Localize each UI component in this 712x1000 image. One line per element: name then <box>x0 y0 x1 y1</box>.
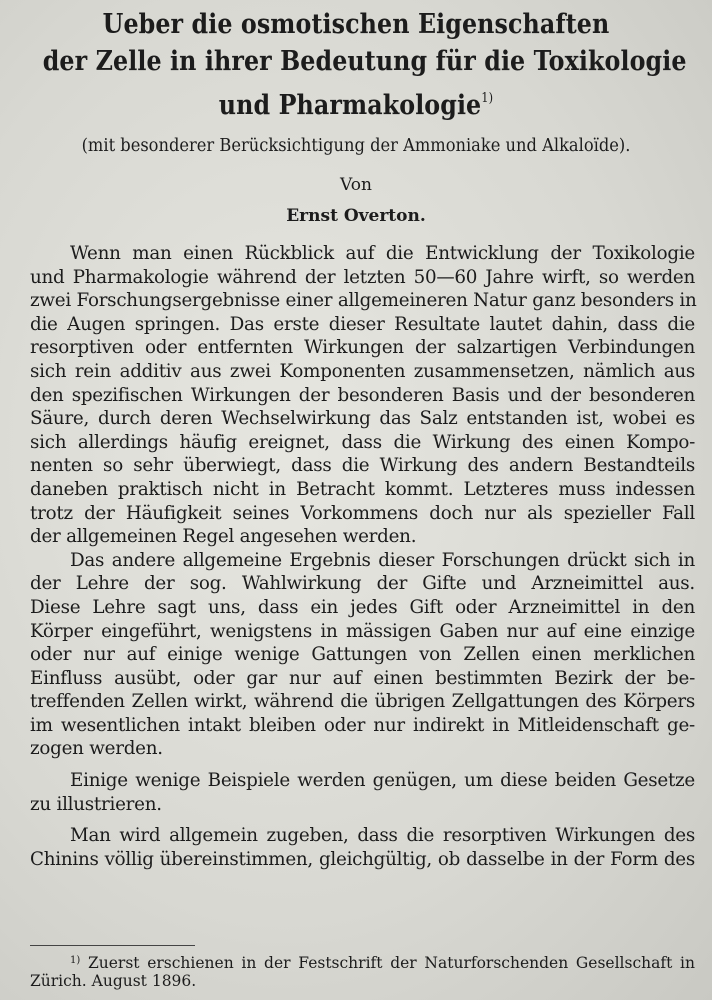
text-line: Körper eingeführt, wenigstens in mässigen Gaben nur auf eine einzige <box>30 620 695 642</box>
text-line: Wenn man einen Rückblick auf die Entwicklung der Toxikologie <box>70 243 695 264</box>
text-line: zu illustrieren. <box>30 793 162 815</box>
text-line: den spezifischen Wirkungen der besonderen Basis und der besonderen <box>30 384 695 406</box>
footnote-line <box>30 951 695 971</box>
text-line: im wesentlichen intakt bleiben oder nur indirekt in Mitleidenschaft ge- <box>30 714 695 736</box>
text-line: Das andere allgemeine Ergebnis dieser Forschungen drückt sich in <box>70 549 695 571</box>
title-line-text: der Zelle in ihrer Bedeutung für die Toxikologie <box>42 46 687 77</box>
footnote <box>30 951 695 991</box>
text-line: sich rein additiv aus zwei Komponenten zusammensetzen, nämlich aus <box>30 360 695 382</box>
text-line: Säure, durch deren Wechselwirkung das Salz entstanden ist, wobei es <box>30 408 695 430</box>
text-line: resorptiven oder entfernten Wirkungen der salzartigen Verbindungen <box>30 337 695 359</box>
article-title <box>42 6 687 124</box>
paragraph <box>30 242 695 549</box>
byline: Von <box>340 175 372 195</box>
text-line: treffenden Zellen wirkt, während die übrigen Zellgattungen des Körpers <box>30 691 695 713</box>
text-line: Einfluss ausübt, oder gar nur auf einen bestimmten Bezirk der be- <box>30 667 695 689</box>
text-line: der allgemeinen Regel angesehen werden. <box>30 526 417 548</box>
text-line: und Pharmakologie während der letzten 50—60 Jahre wirft, so werden <box>30 266 695 288</box>
title-line <box>42 43 687 80</box>
text-line: der Lehre der sog. Wahlwirkung der Gifte und Arzneimittel aus. <box>30 573 695 595</box>
text-line: Diese Lehre sagt uns, dass ein jedes Gift oder Arzneimittel in den <box>30 596 695 618</box>
text-line: Man wird allgemein zugeben, dass die resorptiven Wirkungen des <box>70 825 695 847</box>
text-line: Einige wenige Beispiele werden genügen, um diese beiden Gesetze <box>70 770 695 792</box>
text-line: trotz der Häufigkeit seines Vorkommens doch nur als spezieller Fall <box>30 502 695 524</box>
title-line: Ueber die osmotischen Eigenschaften <box>102 9 610 40</box>
text-line: die Augen springen. Das erste dieser Resultate lautet dahin, dass die <box>30 313 695 335</box>
article-subtitle: (mit besonderer Berücksichtigung der Ammoniake und Alkaloïde). <box>81 136 631 156</box>
paragraph <box>30 549 695 761</box>
author-name: Ernst Overton. <box>286 206 426 226</box>
text-line: zogen werden. <box>30 738 163 760</box>
title-footnote-mark: 1) <box>481 91 494 106</box>
text-line: zwei Forschungsergebnisse einer allgemeineren Natur ganz besonders in <box>30 290 697 312</box>
text-line: sich allerdings häufig ereignet, dass die Wirkung des einen Kompo- <box>30 431 695 453</box>
footnote-mark: 1) <box>70 955 81 966</box>
footnote-line: Zürich. August 1896. <box>30 972 197 990</box>
text-line: daneben praktisch nicht in Betracht kommt. Letzteres muss indessen <box>30 478 695 500</box>
title-line <box>43 80 670 124</box>
title-line-text: und Pharmakologie <box>218 90 482 121</box>
text-line: nenten so sehr überwiegt, dass die Wirkung des andern Bestandteils <box>30 455 695 477</box>
paragraph <box>30 769 695 816</box>
text-line: oder nur auf einige wenige Gattungen von Zellen einen merklichen <box>30 644 695 666</box>
footnote-text: Zuerst erschienen in der Festschrift der Naturforschenden Gesellschaft in <box>87 954 695 972</box>
footnote-divider <box>30 945 195 946</box>
paragraph <box>30 824 695 871</box>
text-line: Chinins völlig übereinstimmen, gleichgültig, ob dasselbe in der Form des <box>30 848 695 870</box>
article-body <box>30 242 695 871</box>
